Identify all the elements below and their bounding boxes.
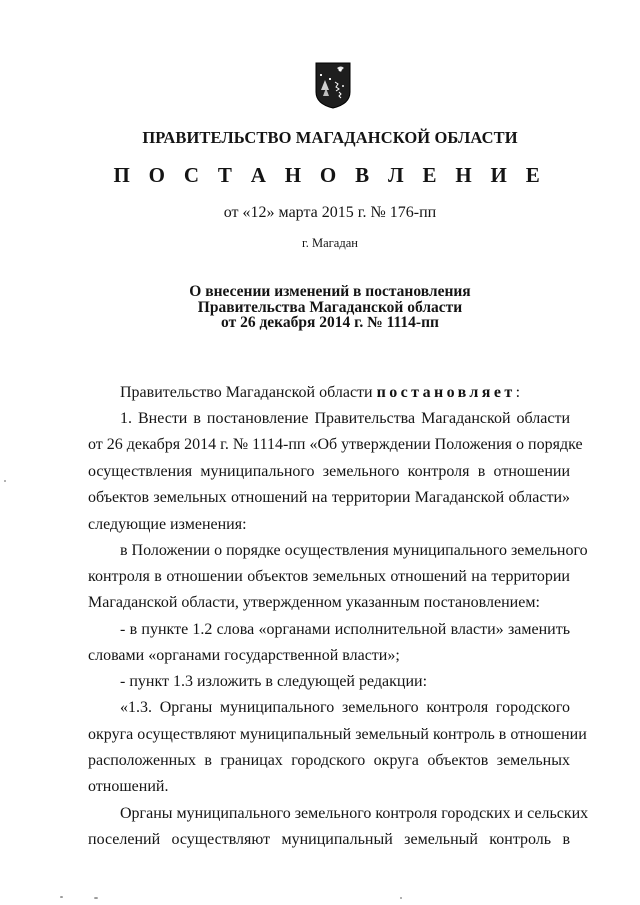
document-type: П О С Т А Н О В Л Е Н И Е	[113, 163, 547, 187]
body-line: контроля в отношении объектов земельных отношений на территории	[88, 568, 570, 585]
body-line: 1. Внести в постановление Правительства Магаданской области	[120, 410, 570, 427]
body-line: «1.3. Органы муниципального земельного контроля городского	[120, 699, 570, 716]
document-date-number: от «12» марта 2015 г. № 176-пп	[223, 204, 437, 221]
body-line: Магаданской области, утвержденном указанным постановлением:	[88, 594, 540, 611]
body-line: поселений осуществляют муниципальный земельный контроль в	[88, 831, 570, 848]
title-line: О внесении изменений в постановления	[189, 283, 471, 300]
body-line: округа осуществляют муниципальный земельный контроль в отношении	[88, 726, 587, 743]
body-line: в Положении о порядке осуществления муниципального земельного	[120, 542, 588, 559]
title-line: Правительства Магаданской области	[197, 298, 463, 316]
document-title	[0, 284, 640, 331]
scan-artifact	[94, 897, 98, 899]
scan-artifact	[4, 480, 6, 482]
decree-verb: постановляет	[376, 384, 516, 401]
body-line: - пункт 1.3 изложить в следующей редакции:	[120, 673, 428, 690]
body-line: отношений.	[88, 778, 169, 795]
coat-of-arms-emblem	[313, 60, 353, 110]
body-line: - в пункте 1.2 слова «органами исполнительной власти» заменить	[120, 621, 570, 638]
decree-intro-text: Правительство Магаданской области	[120, 384, 373, 401]
body-line: словами «органами государственной власти»;	[88, 647, 400, 664]
body-line: Органы муниципального земельного контроля городских и сельских	[120, 805, 589, 822]
decree-intro	[120, 384, 570, 406]
scan-artifact	[60, 896, 63, 898]
body-line: объектов земельных отношений на территории Магаданской области»	[88, 489, 570, 506]
body-line: от 26 декабря 2014 г. № 1114-пп «Об утверждении Положения о порядке	[88, 436, 583, 453]
decree-colon: :	[515, 384, 521, 401]
scan-artifact	[400, 897, 402, 899]
title-line: от 26 декабря 2014 г. № 1114-пп	[221, 314, 439, 331]
body-line: осуществления муниципального земельного контроля в отношении	[88, 463, 570, 480]
body-line: следующие изменения:	[88, 516, 247, 533]
body-line: расположенных в границах городского округа объектов земельных	[88, 752, 570, 769]
document-city: г. Магадан	[302, 236, 358, 250]
organization-name: ПРАВИТЕЛЬСТВО МАГАДАНСКОЙ ОБЛАСТИ	[142, 128, 518, 147]
